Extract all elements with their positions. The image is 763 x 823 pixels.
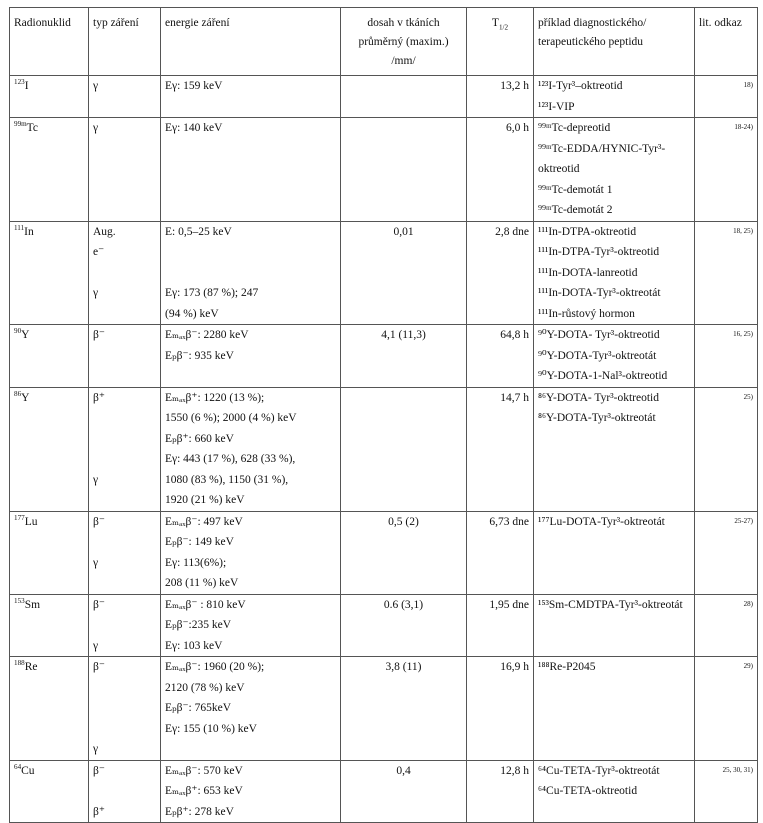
peptide-example-line: ¹²³I-Tyr³–oktreotid (538, 80, 623, 92)
radiation-energy-line: Eₘₐₓβ⁻: 570 keV (165, 764, 243, 777)
radiation-energy-line: Eγ: 140 keV (165, 122, 223, 134)
table-row (10, 221, 758, 325)
radiation-type-line (93, 263, 156, 284)
element-symbol: I (24, 80, 29, 92)
peptide-example (534, 76, 695, 118)
mass-number: 153 (14, 596, 25, 605)
radiation-type-line: β⁺ (93, 391, 105, 404)
radiation-type-line: γ (93, 287, 99, 299)
radiation-type (89, 657, 161, 761)
radiation-energy-line: 208 (11 %) keV (165, 577, 239, 589)
element-symbol: Lu (24, 515, 38, 528)
peptide-example-line: ⁹⁰Y-DOTA-1-Nal³-oktreotid (538, 370, 668, 382)
radiation-type-line (93, 449, 156, 470)
peptide-example-line: ¹⁷⁷Lu-DOTA-Tyr³-oktreotát (538, 515, 665, 528)
literature-ref: 25-27) (695, 511, 758, 594)
element-symbol: Sm (24, 598, 41, 611)
radiation-energy-line: Eₘₐₓβ⁻: 497 keV (165, 515, 243, 528)
mass-number: 64 (14, 762, 22, 771)
radiation-type (89, 594, 161, 657)
mass-number: 99m (14, 120, 27, 129)
radiation-type (89, 760, 161, 823)
peptide-example (534, 118, 695, 222)
radiation-energy (161, 325, 341, 388)
radiation-type-line (93, 429, 156, 450)
radiation-energy-line: Eₚβ⁻:235 keV (165, 619, 232, 631)
radionuclide-cell (10, 76, 89, 118)
radiation-type-line: γ (93, 122, 99, 134)
element-symbol: Y (21, 391, 30, 404)
header-ref: lit. odkaz (695, 8, 758, 76)
peptide-example (534, 325, 695, 388)
table-row (10, 118, 758, 222)
radiation-type-line (93, 719, 156, 740)
radiation-energy-line: Eγ: 155 (10 %) keV (165, 722, 257, 735)
half-life: 1,95 dne (467, 594, 534, 657)
literature-ref: 16, 25) (695, 325, 758, 388)
tissue-range (341, 387, 467, 511)
radionuclide-table (9, 7, 758, 823)
half-life: 13,2 h (467, 76, 534, 118)
radiation-energy-line: Eₘₐₓβ⁻: 1960 (20 %); (165, 661, 265, 673)
radiation-energy (161, 511, 341, 594)
radiation-type-line (93, 698, 156, 719)
radiation-type-line: β⁻ (93, 661, 105, 673)
radiation-energy-line: Eₚβ⁻: 935 keV (165, 349, 234, 362)
radiation-energy-line: Eγ: 103 keV (165, 639, 223, 652)
radiation-type-line: β⁺ (93, 805, 105, 818)
radiation-energy-line: 1920 (21 %) keV (165, 494, 245, 506)
element-symbol: Y (21, 329, 30, 341)
radiation-type (89, 325, 161, 388)
header-type: typ záření (89, 8, 161, 76)
radiation-type-line: γ (93, 639, 99, 652)
peptide-example-line: ¹¹¹In-DOTA-Tyr³-oktreotát (538, 287, 661, 299)
mass-number: 188 (14, 659, 25, 668)
radiation-energy (161, 657, 341, 761)
tissue-range: 0,5 (2) (341, 511, 467, 594)
radiation-energy-line: E: 0,5–25 keV (165, 225, 232, 238)
peptide-example-line: ⁹⁹ᵐTc-EDDA/HYNIC-Tyr³- (538, 142, 666, 155)
radiation-type-line: β⁻ (93, 598, 105, 611)
element-symbol: In (24, 225, 34, 238)
radionuclide-cell (10, 118, 89, 222)
radiation-energy-line: Eₘₐₓβ⁻ : 810 keV (165, 598, 246, 611)
peptide-example-line: ¹¹¹In-DOTA-lanreotid (538, 266, 638, 279)
header-energy: energie záření (161, 8, 341, 76)
peptide-example (534, 387, 695, 511)
peptide-example-line: ⁶⁴Cu-TETA-oktreotid (538, 785, 638, 797)
tissue-range: 0.6 (3,1) (341, 594, 467, 657)
table-row (10, 387, 758, 511)
peptide-example-line: ⁹⁰Y-DOTA-Tyr³-oktreotát (538, 349, 657, 362)
radiation-type-line: β⁻ (93, 764, 105, 777)
radiation-energy-line (165, 242, 336, 263)
radiation-type (89, 118, 161, 222)
peptide-example-line: ⁶⁴Cu-TETA-Tyr³-oktreotát (538, 764, 660, 777)
radiation-energy-line: 2120 (78 %) keV (165, 681, 245, 694)
header-range: dosah v tkáních průměrný (maxim.) /mm/ (341, 8, 467, 76)
peptide-example-line: ⁹⁹ᵐTc-demotát 2 (538, 204, 613, 216)
mass-number: 86 (14, 389, 22, 398)
radiation-type-line (93, 678, 156, 699)
radionuclide-cell (10, 325, 89, 388)
radiation-energy (161, 221, 341, 325)
peptide-example-line: ¹¹¹In-DTPA-Tyr³-oktreotid (538, 246, 660, 258)
radiation-energy-line: Eₚβ⁻: 765keV (165, 702, 232, 714)
literature-ref: 18) (695, 76, 758, 118)
element-symbol: Re (24, 661, 38, 673)
tissue-range: 0,01 (341, 221, 467, 325)
literature-ref: 25, 30, 31) (695, 760, 758, 823)
radiation-type-line: β⁻ (93, 515, 105, 528)
literature-ref: 18-24) (695, 118, 758, 222)
radiation-energy (161, 387, 341, 511)
radiation-type-line (93, 532, 156, 553)
tissue-range: 3,8 (11) (341, 657, 467, 761)
peptide-example-line: ⁸⁶Y-DOTA-Tyr³-oktreotát (538, 412, 656, 424)
radiation-energy (161, 76, 341, 118)
table-row (10, 76, 758, 118)
radiation-energy-line: Eγ: 159 keV (165, 80, 223, 92)
table-row (10, 657, 758, 761)
peptide-example-line: ¹⁵³Sm-CMDTPA-Tyr³-oktreotát (538, 598, 683, 611)
peptide-example (534, 511, 695, 594)
radiation-energy (161, 760, 341, 823)
literature-ref: 28) (695, 594, 758, 657)
mass-number: 90 (14, 327, 22, 336)
literature-ref: 25) (695, 387, 758, 511)
radionuclide-cell (10, 760, 89, 823)
half-life: 6,0 h (467, 118, 534, 222)
radionuclide-cell (10, 594, 89, 657)
element-symbol: Cu (21, 764, 35, 777)
tissue-range: 0,4 (341, 760, 467, 823)
literature-ref: 29) (695, 657, 758, 761)
peptide-example-line: ¹¹¹In-DTPA-oktreotid (538, 225, 637, 238)
radionuclide-cell (10, 511, 89, 594)
peptide-example (534, 657, 695, 761)
tissue-range (341, 76, 467, 118)
radiation-energy-line: (94 %) keV (165, 307, 219, 320)
half-life: 14,7 h (467, 387, 534, 511)
peptide-example-line: ¹⁸⁸Re-P2045 (538, 661, 596, 673)
peptide-example-line: ⁸⁶Y-DOTA- Tyr³-oktreotid (538, 391, 659, 404)
header-halflife: $T_{1/2}$ (467, 8, 534, 76)
mass-number: 177 (14, 513, 25, 522)
radiation-energy-line: Eₘₐₓβ⁻: 2280 keV (165, 329, 249, 341)
half-life: 16,9 h (467, 657, 534, 761)
half-life: 2,8 dne (467, 221, 534, 325)
peptide-example (534, 221, 695, 325)
half-life: 6,73 dne (467, 511, 534, 594)
peptide-example-line: ¹²³I-VIP (538, 100, 575, 113)
mass-number: 123 (14, 78, 25, 87)
radiation-energy-line: 1550 (6 %); 2000 (4 %) keV (165, 412, 297, 424)
radiation-energy-line: Eₚβ⁺: 660 keV (165, 432, 234, 445)
literature-ref: 18, 25) (695, 221, 758, 325)
radiation-type-line: γ (93, 556, 99, 569)
table-body (10, 76, 758, 823)
peptide-example-line: ¹¹¹In-růstový hormon (538, 307, 635, 320)
radiation-type (89, 387, 161, 511)
radiation-energy-line: Eₚβ⁺: 278 keV (165, 805, 234, 818)
radiation-energy (161, 594, 341, 657)
half-life: 12,8 h (467, 760, 534, 823)
radiation-type (89, 221, 161, 325)
half-life: 64,8 h (467, 325, 534, 388)
radiation-type-line (93, 408, 156, 429)
radiation-energy-line: Eₘₐₓβ⁺: 1220 (13 %); (165, 391, 265, 404)
tissue-range: 4,1 (11,3) (341, 325, 467, 388)
radiation-energy-line: Eγ: 113(6%); (165, 556, 227, 569)
radiation-energy-line: 1080 (83 %), 1150 (31 %), (165, 473, 289, 486)
element-symbol: Tc (26, 122, 38, 134)
table-row (10, 511, 758, 594)
peptide-example (534, 760, 695, 823)
peptide-example-line: ⁹⁹ᵐTc-demotát 1 (538, 183, 613, 196)
mass-number: 111 (14, 223, 25, 232)
radionuclide-cell (10, 657, 89, 761)
header-example: příklad diagnostického/ terapeutického peptidu (534, 8, 695, 76)
radiation-type-line (93, 615, 156, 636)
radiation-energy-line: Eₚβ⁻: 149 keV (165, 536, 234, 548)
table-row (10, 325, 758, 388)
table-row (10, 760, 758, 823)
radionuclide-cell (10, 221, 89, 325)
peptide-example-line: ⁹⁰Y-DOTA- Tyr³-oktreotid (538, 329, 660, 341)
radiation-type-line (93, 781, 156, 802)
tissue-range (341, 118, 467, 222)
table-row (10, 594, 758, 657)
radionuclide-cell (10, 387, 89, 511)
header-radionuclide: Radionuklid (10, 8, 89, 76)
radiation-type (89, 511, 161, 594)
radiation-energy-line: Eγ: 443 (17 %), 628 (33 %), (165, 453, 296, 465)
radiation-type-line: β⁻ (93, 329, 105, 341)
radiation-energy-line: Eγ: 173 (87 %); 247 (165, 287, 259, 299)
header-row (10, 8, 758, 76)
radiation-type-line: Aug. (93, 225, 116, 238)
peptide-example (534, 594, 695, 657)
radiation-type (89, 76, 161, 118)
radiation-energy (161, 118, 341, 222)
radiation-type-line: γ (93, 743, 99, 755)
radiation-type-line: γ (93, 80, 99, 92)
peptide-example-line: ⁹⁹ᵐTc-depreotid (538, 122, 611, 134)
radiation-type-line: γ (93, 473, 99, 486)
radiation-energy-line (165, 263, 336, 284)
radiation-type-line: e⁻ (93, 246, 105, 258)
radiation-energy-line: Eₘₐₓβ⁺: 653 keV (165, 785, 243, 797)
peptide-example-line: oktreotid (538, 163, 580, 175)
